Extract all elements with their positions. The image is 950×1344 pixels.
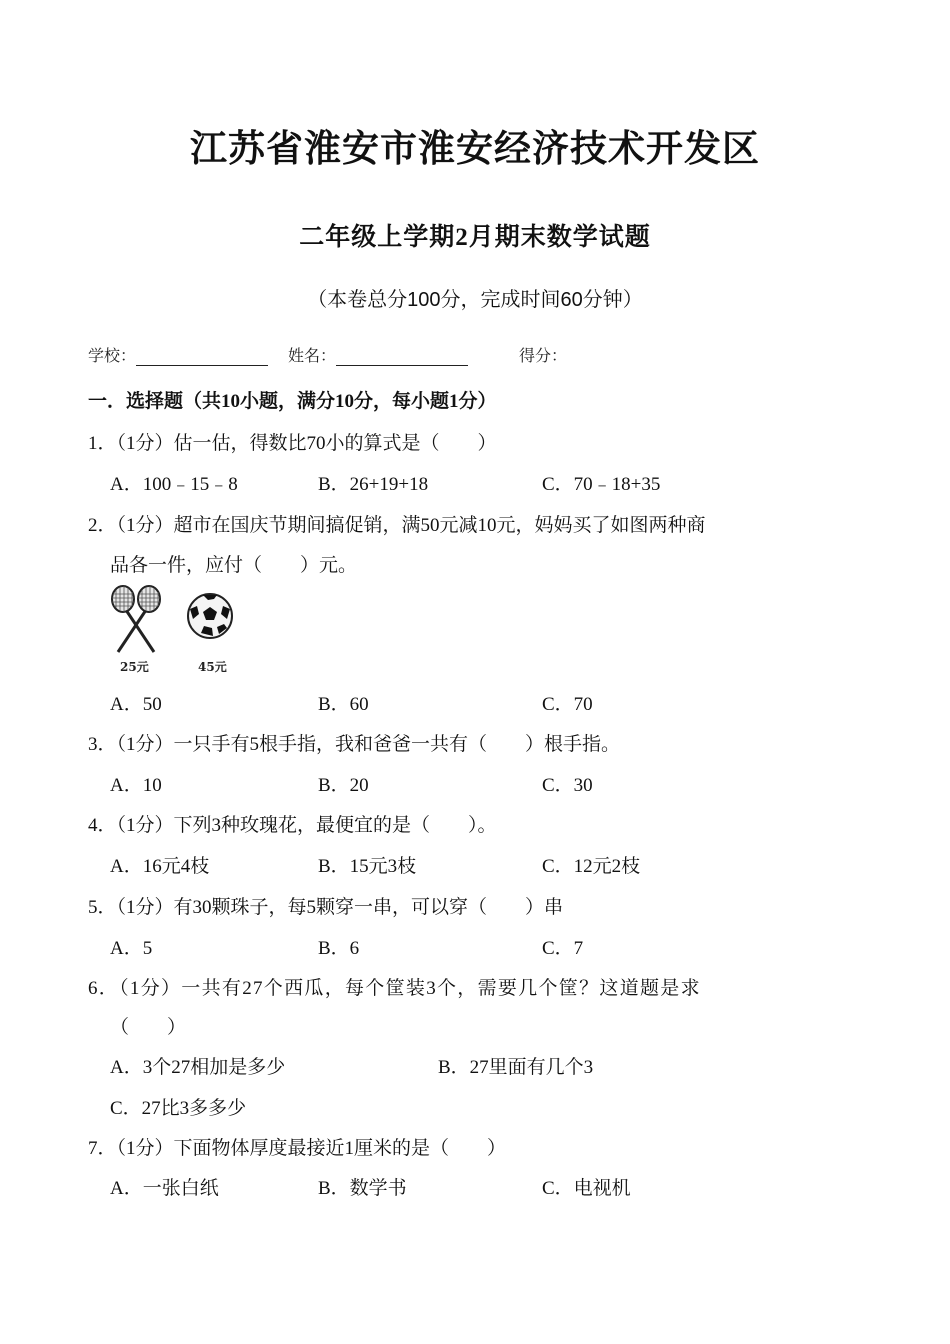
option-2c[interactable]: C．70 — [542, 694, 593, 715]
question-2: 2．（1分）超市在国庆节期间搞促销，满50元减10元，妈妈买了如图两种商 — [88, 515, 706, 536]
section-heading: 一．选择题（共10小题，满分10分，每小题1分） — [88, 391, 497, 412]
option-7a[interactable]: A．一张白纸 — [110, 1178, 219, 1199]
option-7c[interactable]: C．电视机 — [542, 1178, 631, 1199]
score-field — [519, 343, 567, 366]
question-1: 1．（1分）估一估，得数比70小的算式是（ ） — [88, 433, 497, 454]
question-6: 6．（1分）一共有27个西瓜，每个筐装3个，需要几个筐？这道题是求 — [88, 978, 701, 999]
document-title: 江苏省淮安市淮安经济技术开发区 — [190, 129, 760, 170]
option-2b[interactable]: B．60 — [318, 694, 369, 715]
question-6-line2: （ ） — [110, 1017, 187, 1038]
option-5c[interactable]: C．7 — [542, 938, 584, 959]
option-3b[interactable]: B．20 — [318, 775, 369, 796]
name-blank[interactable] — [336, 349, 468, 366]
question-5: 5．（1分）有30颗珠子，每5颗穿一串，可以穿（ ）串 — [88, 897, 564, 918]
question-2-line2: 品各一件，应付（ ）元。 — [110, 555, 358, 576]
option-6c[interactable]: C．27比3多多少 — [110, 1098, 247, 1119]
option-5b[interactable]: B．6 — [318, 938, 360, 959]
name-label: 姓名： — [288, 348, 337, 365]
option-1c[interactable]: C．70﹣18+35 — [542, 474, 661, 495]
exam-note: （本卷总分100分，完成时间60分钟） — [307, 289, 643, 311]
question-3: 3．（1分）一只手有5根手指，我和爸爸一共有（ ）根手指。 — [88, 734, 621, 755]
document-subtitle: 二年级上学期2月期末数学试题 — [299, 224, 651, 251]
soccer-ball-icon — [186, 592, 234, 640]
school-label: 学校： — [88, 348, 137, 365]
option-5a[interactable]: A．5 — [110, 938, 153, 959]
option-1a[interactable]: A．100﹣15﹣8 — [110, 474, 238, 495]
racket-icon — [106, 584, 166, 656]
racket-price: 25元 — [120, 660, 149, 674]
option-4b[interactable]: B．15元3枝 — [318, 856, 417, 877]
option-2a[interactable]: A．50 — [110, 694, 162, 715]
name-field — [288, 343, 468, 366]
option-1b[interactable]: B．26+19+18 — [318, 474, 429, 495]
option-3a[interactable]: A．10 — [110, 775, 162, 796]
option-7b[interactable]: B．数学书 — [318, 1178, 407, 1199]
ball-price: 45元 — [198, 660, 227, 674]
option-4c[interactable]: C．12元2枝 — [542, 856, 641, 877]
question-4: 4．（1分）下列3种玫瑰花，最便宜的是（ ）。 — [88, 815, 497, 836]
school-blank[interactable] — [136, 349, 268, 366]
question-7: 7．（1分）下面物体厚度最接近1厘米的是（ ） — [88, 1138, 507, 1159]
option-6b[interactable]: B．27里面有几个3 — [438, 1057, 594, 1078]
option-4a[interactable]: A．16元4枝 — [110, 856, 210, 877]
option-6a[interactable]: A．3个27相加是多少 — [110, 1057, 286, 1078]
score-label: 得分： — [519, 348, 568, 365]
option-3c[interactable]: C．30 — [542, 775, 593, 796]
school-field — [88, 343, 268, 366]
